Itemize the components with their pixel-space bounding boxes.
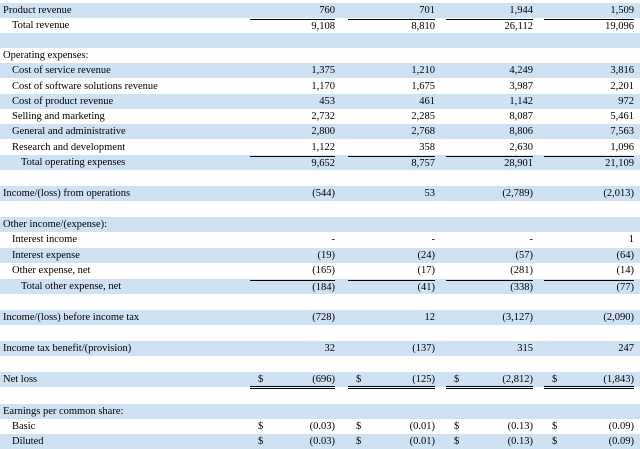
cell-value: (24) (417, 250, 435, 261)
cell-value: (2,090) (603, 312, 634, 323)
row-label: Interest income (12, 234, 78, 245)
currency-symbol: $ (454, 374, 460, 385)
row-label: Interest expense (12, 250, 80, 261)
cell-value: 8,087 (509, 111, 533, 122)
cell-value: - (529, 234, 533, 245)
currency-symbol: $ (258, 421, 264, 432)
cell-value: (544) (312, 188, 335, 199)
cell-value: 2,732 (311, 111, 335, 122)
row-label: Other expense, net (12, 265, 91, 276)
cell-value: 8,806 (509, 126, 533, 137)
cell-value: 5,461 (610, 111, 634, 122)
row-earnings-per-share-header (0, 404, 640, 419)
currency-symbol: $ (552, 421, 558, 432)
row-label: Basic (12, 421, 36, 432)
cell-value: - (331, 234, 335, 245)
cell-value: (125) (348, 373, 435, 389)
row-label: Income/(loss) before income tax (3, 312, 140, 323)
cell-value: (2,789) (502, 188, 533, 199)
currency-symbol: $ (356, 436, 362, 447)
row-cost-of-service-revenue (0, 63, 640, 78)
row-selling-and-marketing (0, 109, 640, 124)
cell-value: 453 (319, 96, 335, 107)
spacer-row (0, 388, 640, 403)
row-diluted-eps (0, 434, 640, 449)
cell-value: (184) (250, 280, 335, 294)
cell-value: 1,509 (610, 5, 634, 16)
cell-value: 32 (324, 343, 335, 354)
row-research-and-development (0, 140, 640, 155)
cell-value: 2,768 (411, 126, 435, 137)
cell-value: (41) (348, 280, 435, 294)
currency-symbol: $ (258, 436, 264, 447)
cell-value: (64) (616, 250, 634, 261)
currency-symbol: $ (454, 421, 460, 432)
cell-value: 315 (517, 343, 533, 354)
cell-value: 3,816 (610, 65, 634, 76)
row-income-loss-before-income-tax (0, 310, 640, 325)
cell-value: 2,285 (411, 111, 435, 122)
row-income-tax-benefit-provision (0, 341, 640, 356)
cell-value: 21,109 (544, 156, 634, 170)
cell-value: 461 (419, 96, 435, 107)
spacer-row (0, 33, 640, 48)
cell-value: (0.01) (409, 436, 435, 447)
row-income-loss-from-operations (0, 186, 640, 201)
cell-value: (2,812) (446, 373, 533, 389)
row-label: Selling and marketing (12, 111, 105, 122)
row-label: Total revenue (12, 20, 70, 31)
cell-value: 247 (618, 343, 634, 354)
spacer-row (0, 170, 640, 185)
cell-value: (0.09) (608, 436, 634, 447)
cell-value: (77) (544, 280, 634, 294)
currency-symbol: $ (356, 421, 362, 432)
section-header: Operating expenses: (3, 50, 89, 61)
row-interest-expense (0, 248, 640, 263)
cell-value: 9,652 (250, 156, 335, 170)
cell-value: 7,563 (610, 126, 634, 137)
cell-value: 4,249 (509, 65, 533, 76)
row-cost-of-product-revenue (0, 94, 640, 109)
cell-value: (0.13) (507, 421, 533, 432)
cell-value: (2,013) (603, 188, 634, 199)
currency-symbol: $ (552, 436, 558, 447)
cell-value: (0.03) (309, 421, 335, 432)
row-label: Diluted (12, 436, 44, 447)
cell-value: 8,757 (348, 156, 435, 170)
row-label: Total other expense, net (21, 281, 122, 292)
row-total-other-expense-net (0, 279, 640, 294)
cell-value: 1,944 (509, 5, 533, 16)
cell-value: (0.03) (309, 436, 335, 447)
row-label: Research and development (12, 142, 126, 153)
row-label: Net loss (3, 374, 38, 385)
cell-value: 1,170 (311, 81, 335, 92)
cell-value: 760 (319, 5, 335, 16)
row-label: Income tax benefit/(provision) (3, 343, 132, 354)
row-net-loss (0, 372, 640, 387)
cell-value: (0.01) (409, 421, 435, 432)
cell-value: 53 (424, 188, 435, 199)
spacer-row (0, 294, 640, 309)
section-header: Earnings per common share: (3, 406, 124, 417)
cell-value: 701 (419, 5, 435, 16)
row-label: Cost of product revenue (12, 96, 114, 107)
cell-value: 2,201 (610, 81, 634, 92)
cell-value: 1,375 (311, 65, 335, 76)
cell-value: 2,630 (509, 142, 533, 153)
currency-symbol: $ (356, 374, 362, 385)
currency-symbol: $ (454, 436, 460, 447)
cell-value: (137) (412, 343, 435, 354)
cell-value: (338) (446, 280, 533, 294)
row-label: General and administrative (12, 126, 126, 137)
row-operating-expenses-header (0, 48, 640, 63)
cell-value: (696) (250, 373, 335, 389)
row-product-revenue (0, 3, 640, 18)
cell-value: 1,122 (311, 142, 335, 153)
cell-value: 19,096 (544, 19, 634, 33)
row-basic-eps (0, 419, 640, 434)
cell-value: 972 (618, 96, 634, 107)
cell-value: (281) (510, 265, 533, 276)
row-label: Product revenue (3, 5, 72, 16)
cell-value: 1,675 (411, 81, 435, 92)
cell-value: 26,112 (446, 19, 533, 33)
cell-value: 1,142 (509, 96, 533, 107)
cell-value: (728) (312, 312, 335, 323)
cell-value: 9,108 (250, 19, 335, 33)
row-total-operating-expenses (0, 155, 640, 170)
spacer-row (0, 325, 640, 340)
spacer-row (0, 201, 640, 216)
cell-value: 8,810 (348, 19, 435, 33)
row-label: Income/(loss) from operations (3, 188, 131, 199)
cell-value: (0.09) (608, 421, 634, 432)
cell-value: 12 (424, 312, 435, 323)
cell-value: (57) (515, 250, 533, 261)
cell-value: 1,096 (610, 142, 634, 153)
cell-value: 1 (628, 234, 634, 245)
section-header: Other income/(expense): (3, 219, 108, 230)
row-interest-income (0, 232, 640, 247)
row-other-expense-net (0, 263, 640, 278)
row-label: Cost of service revenue (12, 65, 111, 76)
currency-symbol: $ (552, 374, 558, 385)
row-other-income-expense-header (0, 217, 640, 232)
row-total-revenue (0, 18, 640, 33)
row-general-and-administrative (0, 124, 640, 139)
cell-value: (3,127) (502, 312, 533, 323)
cell-value: 358 (419, 142, 435, 153)
cell-value: - (431, 234, 435, 245)
currency-symbol: $ (258, 374, 264, 385)
cell-value: (19) (317, 250, 335, 261)
cell-value: 3,987 (509, 81, 533, 92)
cell-value: (14) (616, 265, 634, 276)
row-cost-of-software-solutions-revenue (0, 79, 640, 94)
cell-value: 2,800 (311, 126, 335, 137)
cell-value: (1,843) (544, 373, 634, 389)
cell-value: 28,901 (446, 156, 533, 170)
cell-value: 1,210 (411, 65, 435, 76)
cell-value: (165) (312, 265, 335, 276)
cell-value: (17) (417, 265, 435, 276)
row-label: Total operating expenses (21, 157, 126, 168)
row-label: Cost of software solutions revenue (12, 81, 158, 92)
cell-value: (0.13) (507, 436, 533, 447)
spacer-row (0, 356, 640, 371)
